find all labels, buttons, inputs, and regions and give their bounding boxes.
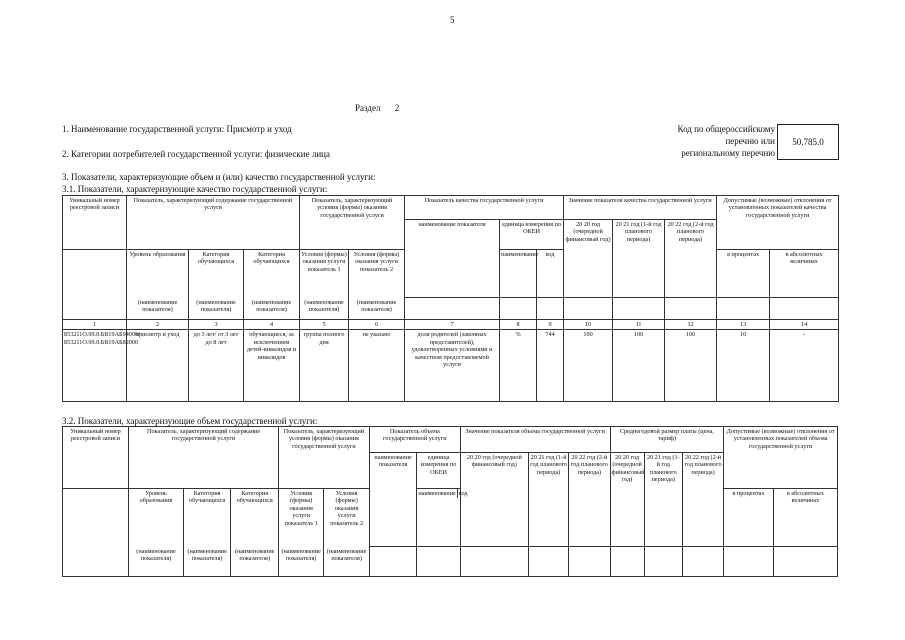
row-registry: 853211О.99.0.БВ19АБ94000/ 853211О.99.0.БВ19АБ82000 bbox=[63, 330, 127, 402]
p2-name-5: (наименование показателя) bbox=[324, 547, 369, 577]
p2-empty-10 bbox=[528, 547, 568, 577]
c2-unitname: наименование bbox=[418, 490, 456, 497]
row-cat2: обучающиеся, за исключением детей-инвалидов и инвалидов bbox=[244, 330, 300, 402]
table-row bbox=[63, 330, 839, 402]
col-num: 5 bbox=[300, 320, 349, 330]
c-abs: в абсолютных величинах bbox=[770, 250, 839, 298]
p-empty-8 bbox=[500, 298, 537, 320]
h2-price1: 20 20 год (очередной финансовый год) bbox=[610, 453, 644, 547]
row-v3: 100 bbox=[665, 330, 717, 402]
section-label-text: Раздел bbox=[355, 103, 381, 113]
code-label-line3: региональному перечню bbox=[681, 148, 775, 158]
p-name-5: (наименование показателя) bbox=[349, 298, 405, 320]
row-unit: % bbox=[500, 330, 537, 402]
p-name-4: (наименование показателя) bbox=[300, 298, 349, 320]
p2-empty bbox=[63, 547, 129, 577]
p2-empty-15 bbox=[724, 547, 774, 577]
p2-name-4: (наименование показателя) bbox=[278, 547, 323, 577]
row-code: 744 bbox=[537, 330, 564, 402]
c-cat1: Категория обучающихся bbox=[189, 250, 244, 298]
c2-cat2: Категория обучающихся bbox=[231, 489, 279, 547]
p-name-3: (наименование показателя) bbox=[244, 298, 300, 320]
p-empty-13 bbox=[717, 298, 770, 320]
quality-table bbox=[62, 195, 839, 402]
col-num: 10 bbox=[564, 320, 613, 330]
p-empty-14 bbox=[770, 298, 839, 320]
h2-conditions: Показатель, характеризующий условия (формы) оказания государственной услуги bbox=[278, 427, 369, 489]
code-value: 50.785.0 bbox=[792, 137, 824, 147]
col-num: 2 bbox=[127, 320, 189, 330]
c2-pct: в процентах bbox=[724, 489, 774, 547]
row-abs: - bbox=[770, 330, 839, 402]
p-empty-11 bbox=[613, 298, 665, 320]
col-num: 14 bbox=[770, 320, 839, 330]
p-name-2: (наименование показателя) bbox=[189, 298, 244, 320]
service-name: 1. Наименование государственной услуги: Присмотр и уход bbox=[62, 124, 292, 134]
heading-3-1: 3.1. Показатели, характеризующие качество государственной услуги: bbox=[62, 184, 328, 194]
consumers: 2. Категории потребителей государственной услуги: физические лица bbox=[62, 149, 330, 159]
c-cond1: Условия (формы) оказания услуги показатель 1 bbox=[300, 250, 349, 298]
h2-volume: Показатель объема государственной услуги bbox=[369, 427, 460, 453]
c2-unit-split bbox=[417, 489, 468, 547]
p-empty-10 bbox=[564, 298, 613, 320]
section-label bbox=[355, 103, 399, 114]
p-empty bbox=[63, 298, 127, 320]
h2-year2: 20 21 год (1-й год планового периода) bbox=[528, 453, 568, 547]
h-conditions: Показатель, характеризующий условия (формы) оказания государственной услуги bbox=[300, 196, 405, 250]
row-v1: 100 bbox=[564, 330, 613, 402]
h-content: Показатель, характеризующий содержание государственной услуги bbox=[127, 196, 300, 250]
p-empty-7 bbox=[405, 298, 500, 320]
code-label-line2: перечню или bbox=[725, 136, 775, 146]
h2-content: Показатель, характеризующий содержание государственной услуги bbox=[129, 427, 279, 489]
column-numbers bbox=[63, 320, 839, 330]
h-quality: Показатель качества государственной услуги bbox=[405, 196, 564, 220]
p2-empty-16 bbox=[773, 547, 837, 577]
row-pct: 10 bbox=[717, 330, 770, 402]
h-deviation: Допустимые (возможные) отклонения от установленных показателей качества государственной услуги bbox=[717, 196, 839, 250]
c2-abs: в абсолютных величинах bbox=[773, 489, 837, 547]
row-indicator: доля родителей (законных представителей), удовлетворенных условиями и качеством предоставляемой услуги bbox=[405, 330, 500, 402]
row-cond1: группа полного дня bbox=[300, 330, 349, 402]
h2-values: Значение показателя объема государственной услуги bbox=[460, 427, 610, 453]
p2-name-1: (наименование показателя) bbox=[129, 547, 184, 577]
p2-empty-12 bbox=[610, 547, 644, 577]
section-number: 2 bbox=[394, 103, 400, 113]
h2-year3: 20 22 год (2-й год планового периода) bbox=[569, 453, 610, 547]
c-unitname: наименование bbox=[500, 250, 537, 298]
h-registry: Уникальный номер реестровой записи bbox=[63, 196, 127, 250]
h-registry-empty bbox=[63, 250, 127, 298]
code-value-box bbox=[777, 124, 839, 160]
col-num: 3 bbox=[189, 320, 244, 330]
col-num: 1 bbox=[63, 320, 127, 330]
col-num: 4 bbox=[244, 320, 300, 330]
h2-unit: единица измерения по ОКЕИ bbox=[417, 453, 460, 489]
code-label bbox=[670, 124, 775, 159]
col-num: 8 bbox=[500, 320, 537, 330]
h-indicator-name: наименование показателя bbox=[405, 220, 500, 298]
c-pct: в процентах bbox=[717, 250, 770, 298]
p-empty-9 bbox=[537, 298, 564, 320]
col-num: 7 bbox=[405, 320, 500, 330]
c2-cat1: Категория обучающихся bbox=[183, 489, 231, 547]
col-num: 6 bbox=[349, 320, 405, 330]
p2-name-2: (наименование показателя) bbox=[183, 547, 231, 577]
h2-price: Среднегодовой размер платы (цена, тариф) bbox=[610, 427, 724, 453]
h2-indicator-name: наименование показателя bbox=[369, 453, 417, 547]
p2-name-3: (наименование показателя) bbox=[231, 547, 279, 577]
c2-code: код bbox=[458, 490, 468, 497]
h2-price3: 20 22 год (2-й год планового периода) bbox=[682, 453, 723, 547]
p2-empty-11 bbox=[569, 547, 610, 577]
p2-empty-14 bbox=[682, 547, 723, 577]
h2-registry-empty bbox=[63, 489, 129, 547]
c-level: Уровень образования bbox=[127, 250, 189, 298]
row-v2: 100 bbox=[613, 330, 665, 402]
col-num: 11 bbox=[613, 320, 665, 330]
page-number: 5 bbox=[450, 15, 455, 25]
p-empty-12 bbox=[665, 298, 717, 320]
h-year3: 20 22 год (2-й год планового периода) bbox=[665, 220, 717, 298]
c-cat2: Категория обучающихся bbox=[244, 250, 300, 298]
h-unit: единица измерения по ОКЕИ bbox=[500, 220, 564, 250]
h-year2: 20 21 год (1-й год планового периода) bbox=[613, 220, 665, 298]
heading-3: 3. Показатели, характеризующие объем и (или) качество государственной услуги: bbox=[62, 172, 376, 182]
c2-cond1: Условия (формы) оказания услуги показатель 1 bbox=[278, 489, 323, 547]
h-values: Значение показателя качества государственной услуги bbox=[564, 196, 717, 220]
row-level: присмотр и уход bbox=[127, 330, 189, 402]
h-year1: 20 20 год (очередной финансовый год) bbox=[564, 220, 613, 298]
heading-3-2: 3.2. Показатели, характеризующие объем государственной услуги: bbox=[62, 416, 318, 426]
col-num: 13 bbox=[717, 320, 770, 330]
h2-registry: Уникальный номер реестровой записи bbox=[63, 427, 129, 489]
row-cat1: до 3 лет/ от 3 лет до 8 лет bbox=[189, 330, 244, 402]
col-num: 12 bbox=[665, 320, 717, 330]
c-code: код bbox=[537, 250, 564, 298]
col-num: 9 bbox=[537, 320, 564, 330]
p2-empty-13 bbox=[644, 547, 682, 577]
p-name-1: (наименование показателя) bbox=[127, 298, 189, 320]
h2-price2: 20 21 год (1-й год планового периода) bbox=[644, 453, 682, 547]
unit-split bbox=[417, 489, 468, 498]
c-cond2: Условия (формы) оказания услуги показатель 2 bbox=[349, 250, 405, 298]
c2-level: Уровень образования bbox=[129, 489, 184, 547]
p2-empty-9 bbox=[460, 547, 528, 577]
p2-empty-8 bbox=[417, 547, 460, 577]
row-cond2: не указано bbox=[349, 330, 405, 402]
h2-year1: 20 20 год (очередной финансовый год) bbox=[460, 453, 528, 547]
p2-empty-7 bbox=[369, 547, 417, 577]
h2-deviation: Допустимые (возможные) отклонения от установленных показателей объема государственной услуги bbox=[724, 427, 838, 489]
code-label-line1: Код по общероссийскому bbox=[677, 124, 775, 134]
c2-cond2: Условия (формы) оказания услуги показатель 2 bbox=[324, 489, 369, 547]
volume-table bbox=[62, 426, 838, 577]
